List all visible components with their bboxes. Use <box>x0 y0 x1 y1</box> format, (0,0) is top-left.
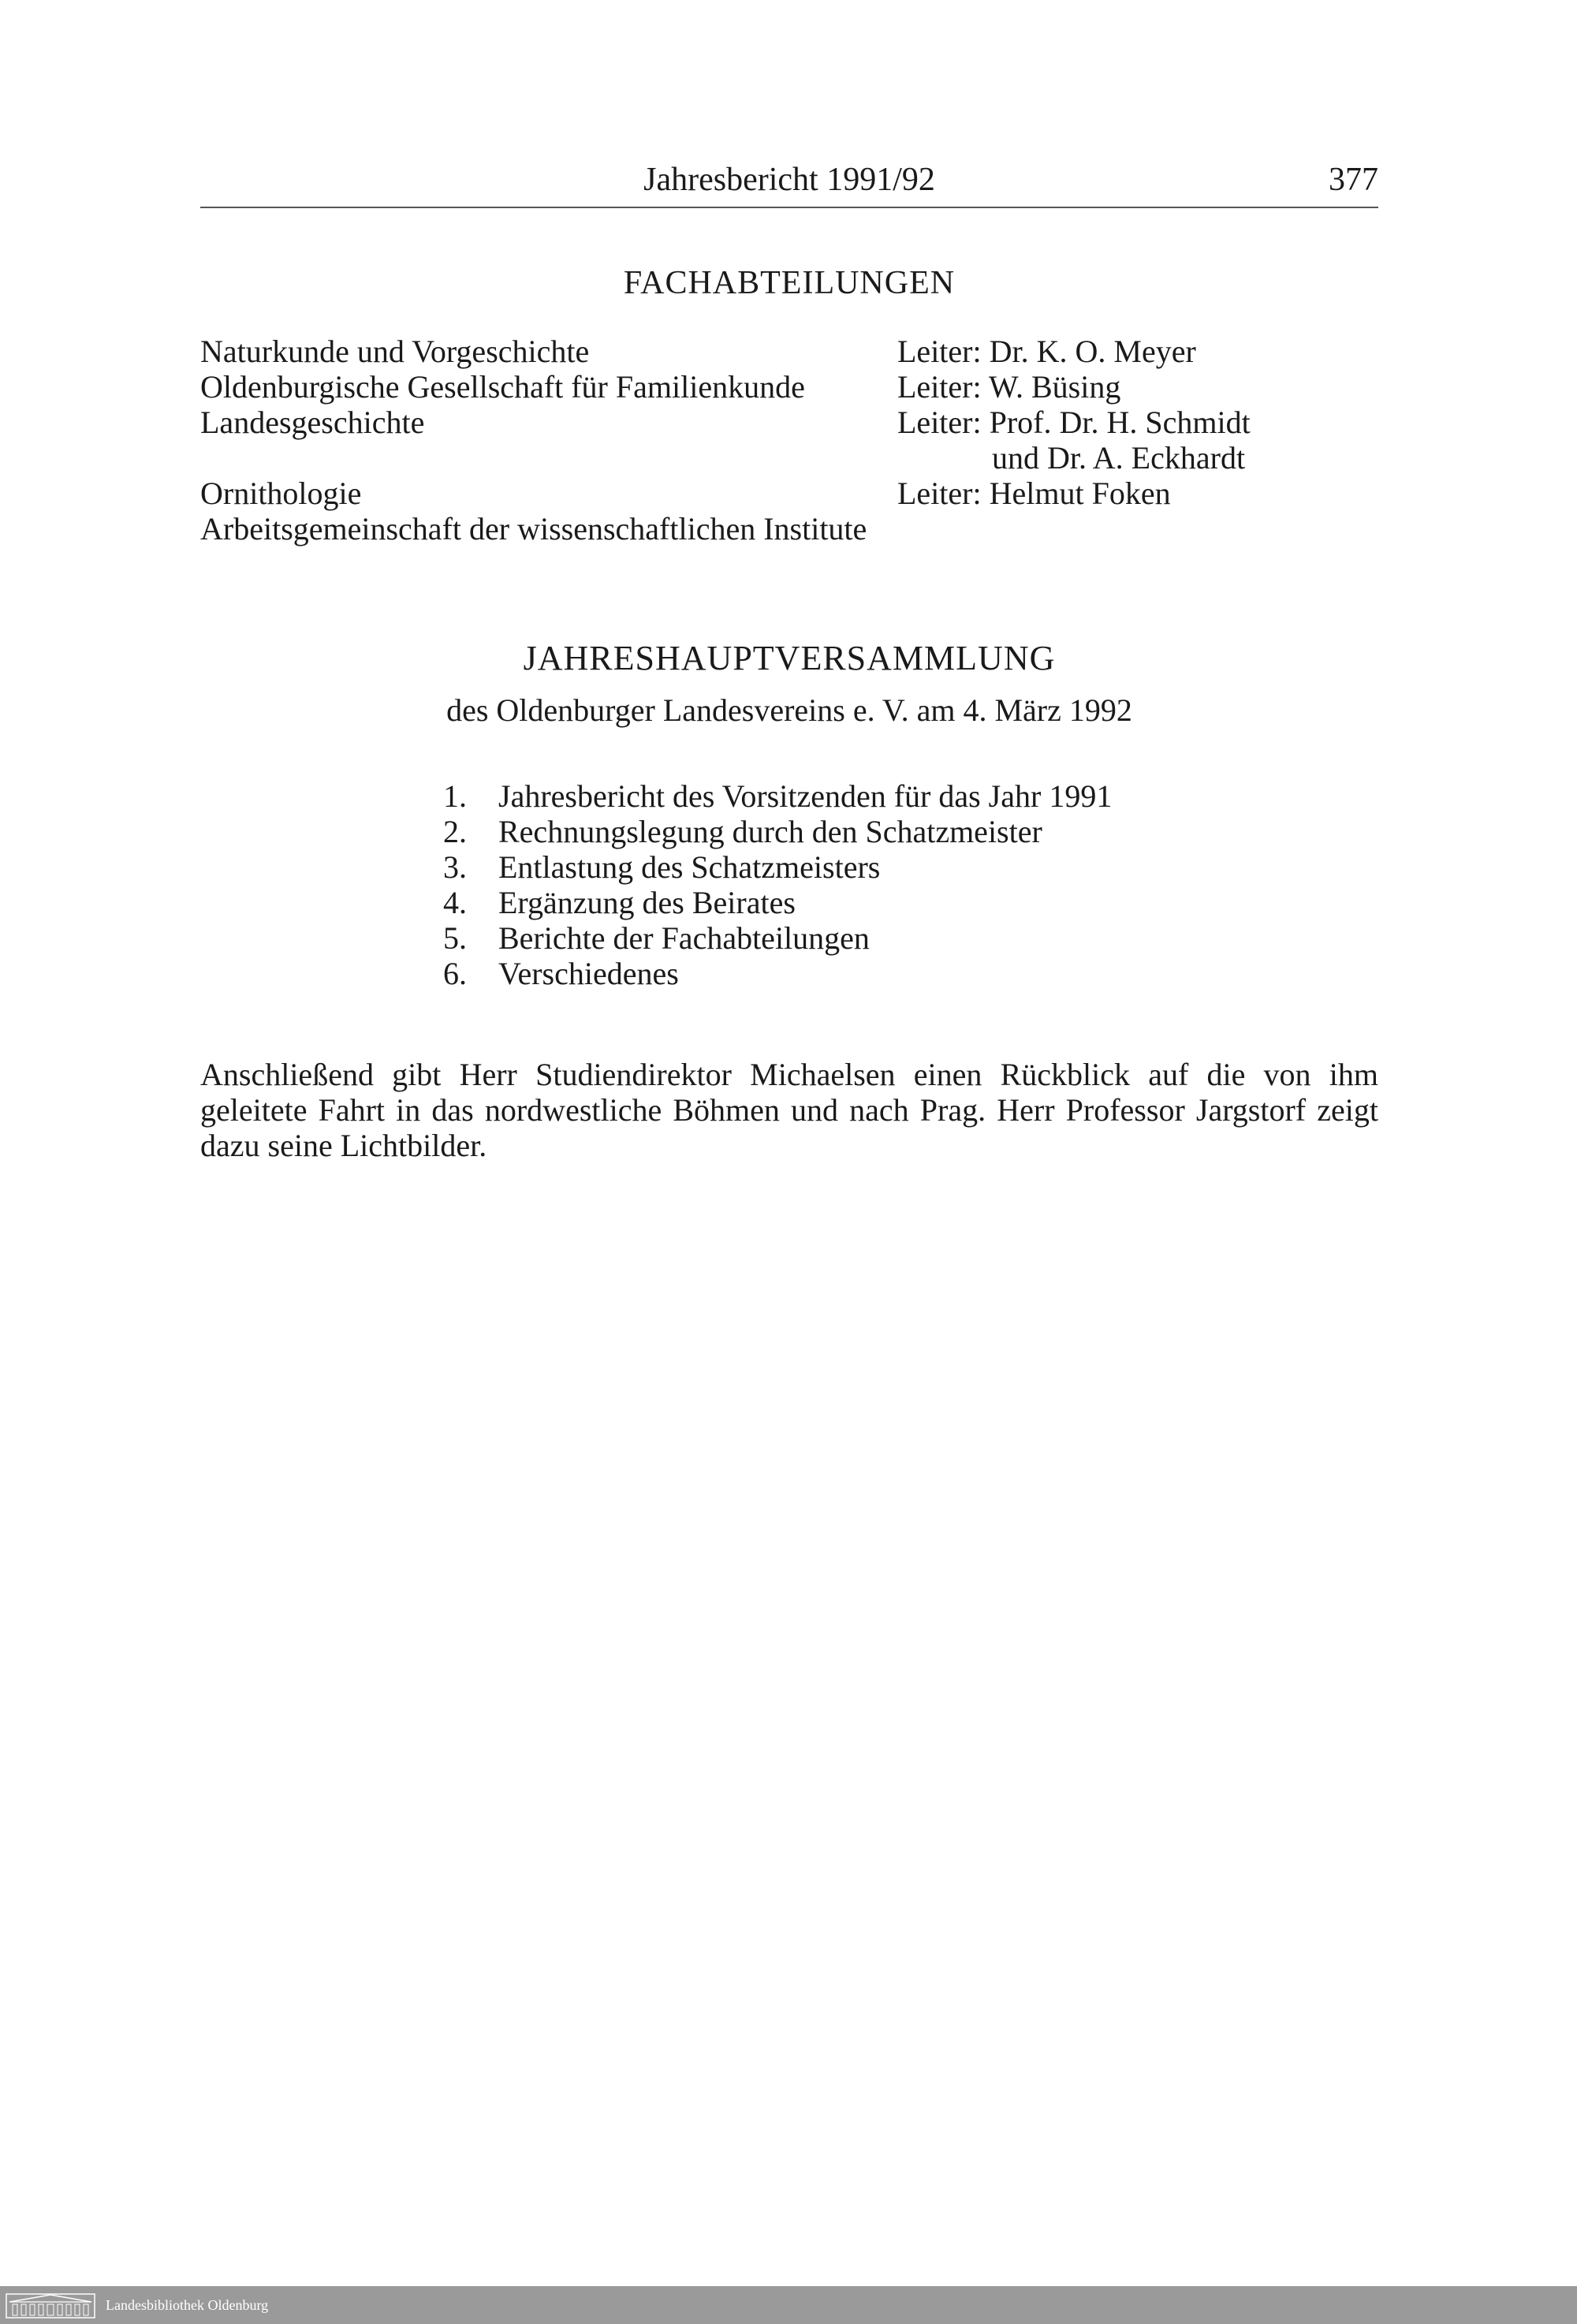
department-leader: Leiter: W. Büsing <box>897 369 1121 405</box>
department-name: Arbeitsgemeinschaft der wissenschaftlichen Institute <box>200 511 867 546</box>
department-row <box>200 475 1378 511</box>
department-name: Oldenburgische Gesellschaft für Familienkunde <box>200 369 805 405</box>
department-row <box>200 333 1378 369</box>
footer-bar <box>0 2286 1577 2324</box>
agenda-text: Ergänzung des Beirates <box>498 885 796 920</box>
department-row <box>200 439 1378 476</box>
agenda-text: Entlastung des Schatzmeisters <box>498 849 881 885</box>
agenda-number: 6. <box>443 956 467 991</box>
agenda-number: 3. <box>443 849 467 885</box>
department-name: Landesgeschichte <box>200 405 425 440</box>
department-row <box>200 368 1378 405</box>
agenda-number: 2. <box>443 814 467 849</box>
department-leader: Leiter: Dr. K. O. Meyer <box>897 334 1196 369</box>
agenda-number: 5. <box>443 920 467 956</box>
agenda-text: Rechnungslegung durch den Schatzmeister <box>498 814 1042 849</box>
agenda-text: Jahresbericht des Vorsitzenden für das Jahr 1991 <box>498 778 1113 814</box>
department-name: Ornithologie <box>200 476 362 511</box>
agenda-text: Berichte der Fachabteilungen <box>498 920 870 956</box>
closing-paragraph: Anschließend gibt Herr Studiendirektor Michaelsen einen Rückblick auf die von ihm geleitete Fahrt in das nordwestliche Böhmen und nach Prag. Herr Professor Jargstorf zeigt dazu seine Lichtbilder. <box>200 1057 1378 1163</box>
library-building-icon <box>5 2291 96 2319</box>
agenda-text: Verschiedenes <box>498 956 679 991</box>
department-leader: Leiter: Prof. Dr. H. Schmidt <box>897 405 1251 440</box>
department-row <box>200 404 1378 440</box>
agenda-number: 1. <box>443 778 467 814</box>
running-title: Jahresbericht 1991/92 <box>643 162 935 198</box>
section-heading-jahreshauptversammlung: JAHRESHAUPTVERSAMMLUNG <box>523 639 1056 677</box>
page-number: 377 <box>1329 162 1378 198</box>
header-rule <box>200 207 1378 208</box>
running-head <box>200 155 1378 205</box>
department-row <box>200 510 1378 546</box>
department-name: Naturkunde und Vorgeschichte <box>200 334 590 369</box>
department-leader-continued: und Dr. A. Eckhardt <box>992 440 1246 476</box>
meeting-subheading: des Oldenburger Landesvereins e. V. am 4. März 1992 <box>446 692 1132 728</box>
library-name: Landesbibliothek Oldenburg <box>106 2297 269 2313</box>
section-heading-fachabteilungen: FACHABTEILUNGEN <box>623 265 956 301</box>
department-leader: Leiter: Helmut Foken <box>897 476 1171 511</box>
agenda-number: 4. <box>443 885 467 920</box>
